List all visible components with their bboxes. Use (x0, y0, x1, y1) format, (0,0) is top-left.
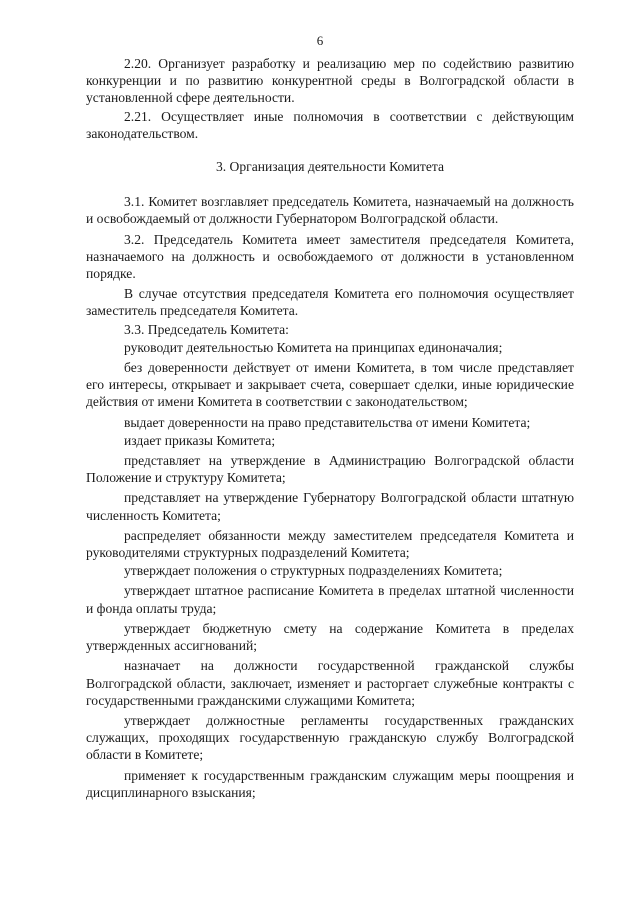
list-item: представляет на утверждение в Администрацию Волгоградской области Положение и структуру Комитета; (86, 453, 574, 486)
list-item: назначает на должности государственной гражданской службы Волгоградской области, заключает, изменяет и расторгает служебные контракты с государственными гражданскими служащими Комитета; (86, 658, 574, 708)
page-number: 6 (316, 33, 324, 48)
list-item: выдает доверенности на право представительства от имени Комитета; (124, 414, 531, 430)
list-item: без доверенности действует от имени Комитета, в том числе представляет его интересы, открывает и закрывает счета, совершает сделки, иные юридические действия от имени Комитета в соответствии с законодательством; (86, 360, 574, 410)
paragraph-2-21: 2.21. Осуществляет иные полномочия в соответствии с действующим законодательством. (86, 108, 574, 141)
list-item: издает приказы Комитета; (124, 432, 276, 448)
section-heading: 3. Организация деятельности Комитета (215, 159, 445, 175)
list-item: утверждает бюджетную смету на содержание Комитета в пределах утвержденных ассигнований; (86, 620, 574, 654)
list-item: применяет к государственным гражданским служащим меры поощрения и дисциплинарного взыскания; (86, 767, 574, 800)
list-item: утверждает должностные регламенты государственных гражданских служащих, проходящих государственную гражданскую службу Волгоградской области в Комитете; (86, 712, 574, 763)
paragraph-absence: В случае отсутствия председателя Комитета его полномочия осуществляет заместитель председателя Комитета. (86, 286, 574, 319)
list-item: распределяет обязанности между заместителем председателя Комитета и руководителями структурных подразделений Комитета; (86, 527, 574, 561)
list-item: утверждает положения о структурных подразделениях Комитета; (124, 563, 503, 579)
paragraph-2-20: 2.20. Организует разработку и реализацию мер по содействию развитию конкуренции и по развитию конкурентной среды в Волгоградской области в установленной сфере деятельности. (86, 56, 574, 106)
list-item: утверждает штатное расписание Комитета в пределах штатной численности и фонда оплаты труда; (86, 583, 574, 616)
paragraph-3-1: 3.1. Комитет возглавляет председатель Комитета, назначаемый на должность и освобождаемый от должности Губернатором Волгоградской области. (86, 194, 574, 227)
paragraph-3-3: 3.3. Председатель Комитета: (124, 321, 289, 337)
document-body (86, 55, 574, 801)
paragraph-3-2: 3.2. Председатель Комитета имеет заместителя председателя Комитета, назначаемого на должность и освобождаемого от должности в установленном порядке. (86, 231, 574, 282)
list-item: руководит деятельностью Комитета на принципах единоначалия; (124, 339, 503, 355)
list-item: представляет на утверждение Губернатору Волгоградской области штатную численность Комитета; (86, 490, 574, 523)
